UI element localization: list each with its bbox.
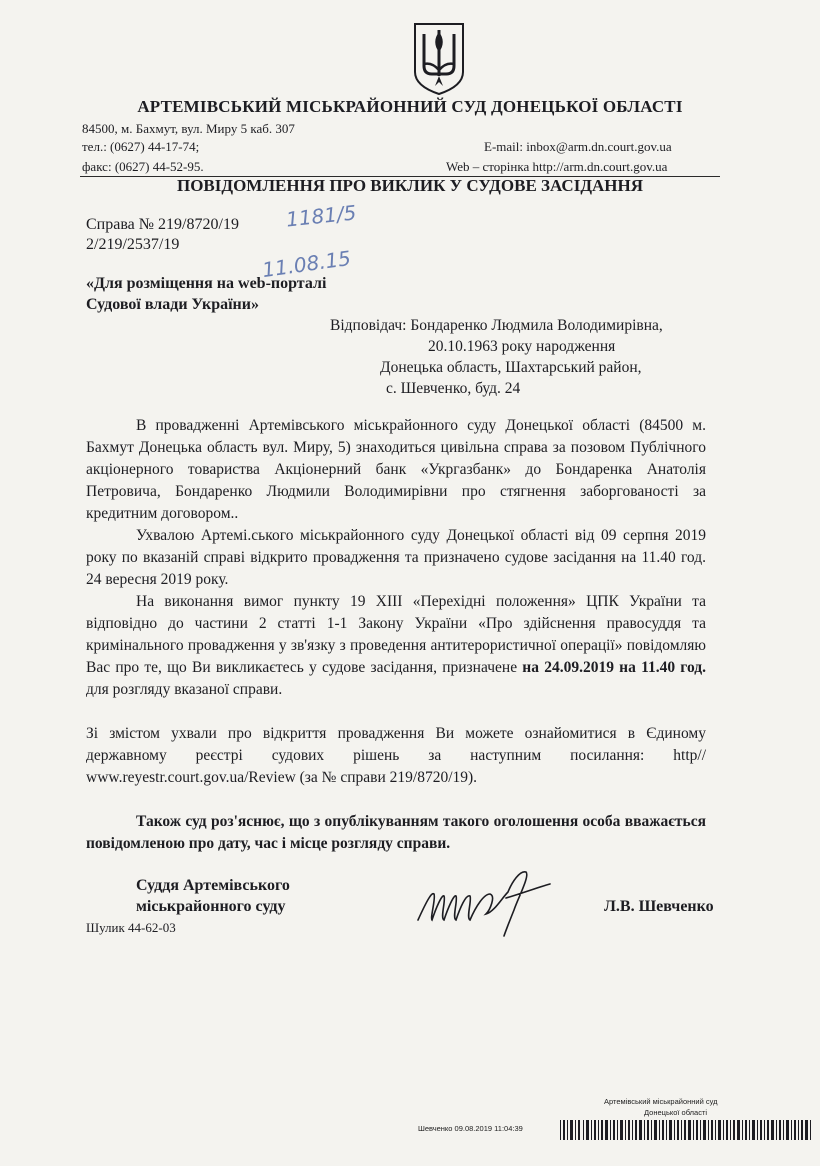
- court-website: Web – сторінка http://arm.dn.court.gov.ua: [446, 159, 668, 174]
- court-address: 84500, м. Бахмут, вул. Миру 5 каб. 307: [82, 121, 295, 136]
- coat-of-arms-icon: [412, 20, 466, 96]
- judge-title-line-2: міськрайонного суду: [136, 898, 286, 915]
- respondent-address: с. Шевченко, буд. 24: [386, 380, 521, 397]
- court-phone: тел.: (0627) 44-17-74;: [82, 139, 200, 154]
- notice-title: ПОВІДОМЛЕННЯ ПРО ВИКЛИК У СУДОВЕ ЗАСІДАННЯ: [176, 176, 644, 195]
- handwritten-registration-number: 1181/5: [284, 200, 358, 232]
- case-sub-number: 2/219/2537/19: [86, 236, 180, 253]
- court-name: АРТЕМІВСЬКИЙ МІСЬКРАЙОННИЙ СУД ДОНЕЦЬКОЇ ОБЛАСТІ: [137, 97, 683, 116]
- body-paragraph-3: [86, 591, 706, 701]
- respondent-name: Відповідач: Бондаренко Людмила Володимирівна,: [330, 317, 663, 334]
- court-fax: факс: (0627) 44-52-95.: [82, 159, 204, 174]
- body-paragraph-3-end: для розгляду вказаної справи.: [86, 681, 283, 698]
- body-paragraph-4: Зі змістом ухвали про відкриття провадження Ви можете ознайомитися в Єдиному державному реєстрі судових рішень за наступним посилання: http// www.reyestr.court.gov.ua/Review (за № справи 219/8720/19).: [86, 725, 706, 786]
- placement-line-2: Судової влади України»: [86, 296, 259, 313]
- stamp-registration: Шевченко 09.08.2019 11:04:39: [418, 1124, 523, 1133]
- stamp-court-name: Артемівський міськрайонний суд: [604, 1097, 718, 1106]
- case-number: Справа № 219/8720/19: [86, 216, 239, 233]
- notice-body: [86, 415, 706, 855]
- clerk-contact: Шулик 44-62-03: [86, 920, 176, 935]
- hearing-date-time: на 24.09.2019 на 11.40 год.: [522, 659, 706, 676]
- judge-signature-icon: [410, 858, 558, 938]
- handwritten-date: 11.08.15: [260, 245, 353, 283]
- court-email: E-mail: inbox@arm.dn.court.gov.ua: [484, 139, 672, 154]
- stamp-region: Донецької області: [644, 1108, 708, 1117]
- barcode-icon: [560, 1120, 812, 1140]
- placement-line-1: «Для розміщення на web-порталі: [86, 275, 327, 292]
- body-paragraph-5: Також суд роз'яснює, що з опублікуванням такого оголошення особа вважається повідомленою про дату, час і місце розгляду справи.: [86, 813, 706, 852]
- body-paragraph-3-start: На виконання вимог пункту 19 XIII «Перехідні положення» ЦПК України та відповідно до частини 2 статті 1-1 Закону України «Про здійснення правосуддя та кримінального провадження у зв'язку з проведення антитерористичної операції» повідомляю Вас про те, що Ви викликаєтесь у судове засідання, призначене: [86, 593, 706, 676]
- respondent-birth-date: 20.10.1963 року народження: [428, 338, 616, 355]
- judge-title-line-1: Суддя Артемівського: [136, 877, 290, 894]
- body-paragraph-1: В провадженні Артемівського міськрайонного суду Донецької області (84500 м. Бахмут Донецька область вул. Миру, 5) знаходиться цивільна справа за позовом Публічного акціонерного товариства Акціонерний банк «Укргазбанк» до Бондаренка Анатолія Петровича, Бондаренко Людмили Володимирівни про стягнення заборгованості за кредитним договором..: [86, 417, 706, 522]
- respondent-region: Донецька область, Шахтарський район,: [380, 359, 642, 376]
- body-paragraph-2: Ухвалою Артемі.ського міськрайонного суду Донецької області від 09 серпня 2019 року по вказаній справі відкрито провадження та призначено судове засідання на 11.40 год. 24 вересня 2019 року.: [86, 527, 706, 588]
- judge-name: Л.В. Шевченко: [604, 898, 714, 915]
